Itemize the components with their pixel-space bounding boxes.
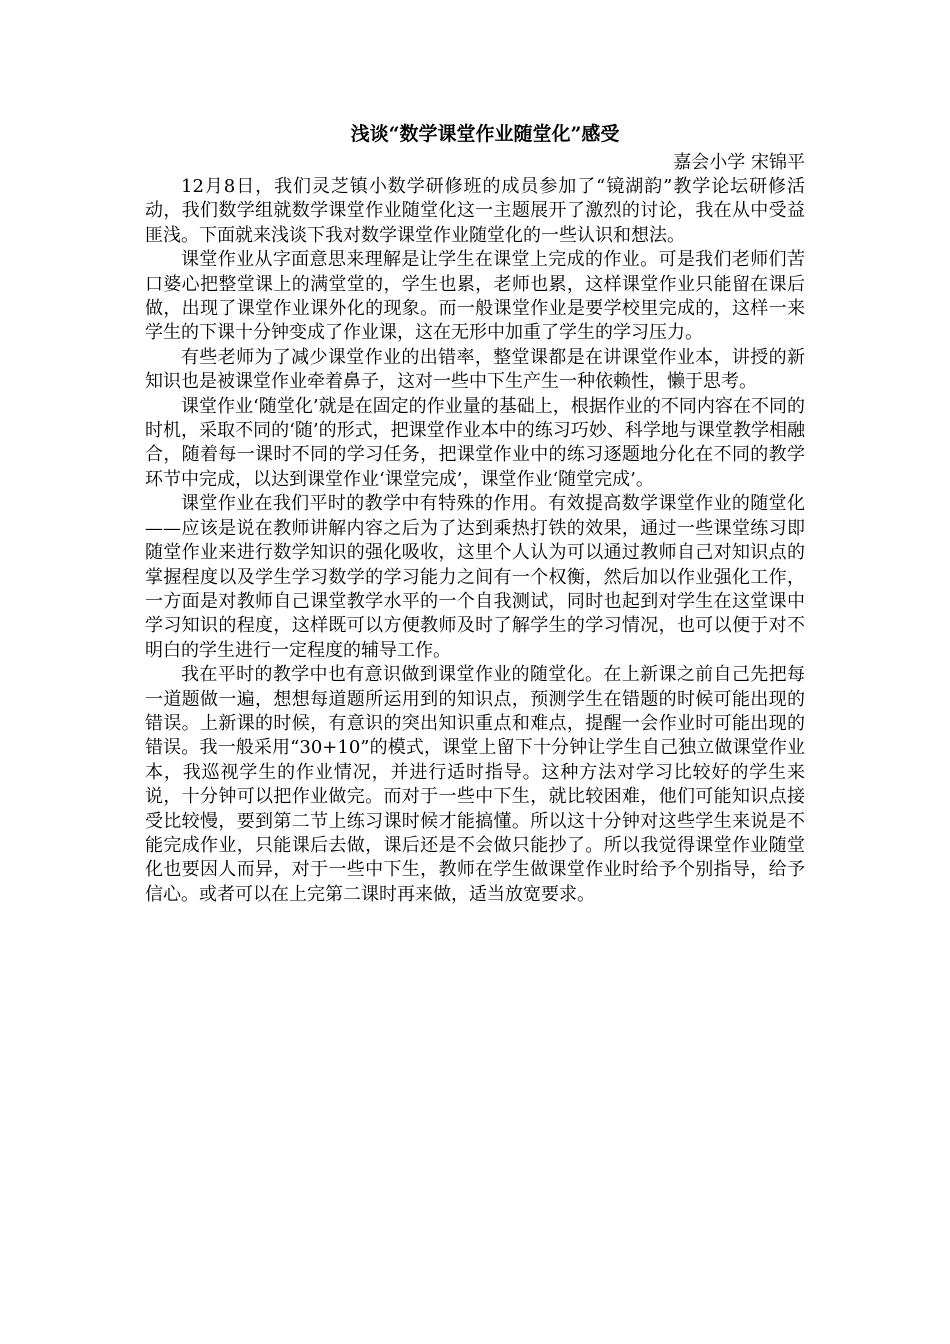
document-author: 嘉会小学 宋锦平 xyxy=(673,152,805,173)
paragraph-5: 课堂作业在我们平时的教学中有特殊的作用。有效提高数学课堂作业的随堂化——应该是说在教师讲解内容之后为了达到乘热打铁的效果，通过一些课堂练习即随堂作业来进行数学知识的强化吸收，这里个人认为可以通过教师自己对知识点的掌握程度以及学生学习数学的学习能力之间有一个权衡，然后加以作业强化工作，一方面是对教师自己课堂教学水平的一个自我测试，同时也起到对学生在这堂课中学习知识的程度，这样既可以方便教师及时了解学生的学习情况，也可以便于对不明白的学生进行一定程度的辅导工作。 xyxy=(145,493,805,661)
document-title: 浅谈“数学课堂作业随堂化”感受 xyxy=(350,123,620,145)
paragraph-4: 课堂作业‘随堂化’就是在固定的作业量的基础上，根据作业的不同内容在不同的时机，采取不同的‘随’的形式，把课堂作业本中的练习巧妙、科学地与课堂教学相融合，随着每一课时不同的学习任务，把课堂作业中的练习逐题地分化在不同的教学环节中完成，以达到课堂作业‘课堂完成’，课堂作业‘随堂完成’。 xyxy=(145,395,805,490)
paragraph-2: 课堂作业从字面意思来理解是让学生在课堂上完成的作业。可是我们老师们苦口婆心把整堂课上的满堂堂的，学生也累，老师也累，这样课堂作业只能留在课后做，出现了课堂作业课外化的现象。而一般课堂作业是要学校里完成的，这样一来学生的下课十分钟变成了作业课，这在无形中加重了学生的学习压力。 xyxy=(145,249,805,344)
paragraph-3: 有些老师为了减少课堂作业的出错率，整堂课都是在讲课堂作业本，讲授的新知识也是被课堂作业牵着鼻子，这对一些中下生产生一种依赖性，懒于思考。 xyxy=(145,346,805,393)
paragraph-1: 12月8日，我们灵芝镇小数学研修班的成员参加了“镜湖韵”教学论坛研修活动，我们数学组就数学课堂作业随堂化这一主题展开了激烈的讨论，我在从中受益匪浅。下面就来浅谈下我对数学课堂作业随堂化的一些认识和想法。 xyxy=(145,176,805,246)
paragraph-6: 我在平时的教学中也有意识做到课堂作业的随堂化。在上新课之前自己先把每一道题做一遍，想想每道题所运用到的知识点，预测学生在错题的时候可能出现的错误。上新课的时候，有意识的突出知识重点和难点，提醒一会作业时可能出现的错误。我一般采用“30+10”的模式，课堂上留下十分钟让学生自己独立做课堂作业本，我巡视学生的作业情况，并进行适时指导。这种方法对学习比较好的学生来说，十分钟可以把作业做完。而对于一些中下生，就比较困难，他们可能知识点接受比较慢，要到第二节上练习课时候才能搞懂。所以这十分钟对这些学生来说是不能完成作业，只能课后去做，课后还是不会做只能抄了。所以我觉得课堂作业随堂化也要因人而异，对于一些中下生，教师在学生做课堂作业时给予个别指导，给予信心。或者可以在上完第二课时再来做，适当放宽要求。 xyxy=(145,664,805,905)
document-body xyxy=(145,117,805,907)
